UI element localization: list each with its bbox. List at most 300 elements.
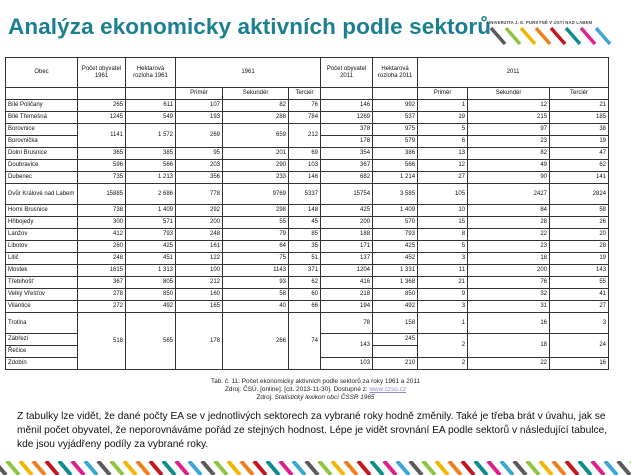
table-cell: 15885 xyxy=(78,184,126,205)
table-cell: 76 xyxy=(289,100,321,112)
table-cell: 23 xyxy=(468,241,550,253)
municipality-name: Dvůr Králové nad Labem xyxy=(6,184,78,205)
table-cell: 412 xyxy=(78,229,126,241)
border-stripe xyxy=(98,461,110,475)
table-cell: 3 xyxy=(418,253,468,265)
table-cell: 596 xyxy=(78,160,126,172)
body-paragraph: Z tabulky lze vidět, že dané počty EA se v jednotlivých sektorech za vybrané roky hodně změnily. Také je třeba brát v úvahu, jak se měnil počet obyvatel, že neporovnáváme pořád ze stejných hodnost. Lépe je vidět srovnání EA podle sektorů v následující tabulce, kde jsou vyjádřeny podíly za vybrané roky. xyxy=(17,411,608,450)
table-cell: 146 xyxy=(289,172,321,184)
table-cell: 371 xyxy=(289,265,321,277)
column-subheader: Sekundér xyxy=(468,88,550,100)
table-cell: 1 214 xyxy=(373,172,418,184)
border-stripe xyxy=(254,461,266,475)
logo-stripe xyxy=(491,28,505,44)
table-cell: 416 xyxy=(321,277,373,289)
table-cell: 49 xyxy=(468,160,550,172)
table-cell: 611 xyxy=(126,100,176,112)
table-cell: 451 xyxy=(126,253,176,265)
table-cell: 66 xyxy=(289,301,321,313)
table-cell: 266 xyxy=(223,313,289,370)
table-cell: 10 xyxy=(418,205,468,217)
border-stripe xyxy=(527,461,539,475)
logo-stripe xyxy=(506,28,520,44)
table-cell: 58 xyxy=(550,205,609,217)
table-cell: 40 xyxy=(223,301,289,313)
border-stripe xyxy=(7,461,19,475)
border-stripe xyxy=(189,461,201,475)
table-cell: 288 xyxy=(223,112,289,124)
table-caption xyxy=(0,378,631,401)
czso-link[interactable]: www.czso.cz xyxy=(369,385,407,393)
border-stripe xyxy=(475,461,487,475)
municipality-name: Dolní Brusnice xyxy=(6,148,78,160)
table-cell: 22 xyxy=(468,229,550,241)
table-cell: 778 xyxy=(176,184,223,205)
table-cell: 518 xyxy=(78,313,126,370)
caption-source-lexikon xyxy=(0,394,631,402)
municipality-name: Trotina xyxy=(6,313,78,334)
table-cell: 32 xyxy=(468,289,550,301)
table-cell: 19 xyxy=(418,112,468,124)
table-cell: 103 xyxy=(321,358,373,370)
table-cell: 571 xyxy=(126,217,176,229)
column-subheader xyxy=(126,88,176,100)
table-cell: 3 585 xyxy=(373,184,418,205)
table-cell: 84 xyxy=(468,205,550,217)
table-cell: 2 686 xyxy=(126,184,176,205)
table-cell: 5337 xyxy=(289,184,321,205)
logo-stripe xyxy=(566,28,580,44)
border-stripe xyxy=(540,461,552,475)
table-cell: 51 xyxy=(289,253,321,265)
table-cell: 566 xyxy=(126,160,176,172)
municipality-name: Zábřezí xyxy=(6,334,78,346)
municipality-name: Bílé Poličany xyxy=(6,100,78,112)
table-cell: 492 xyxy=(126,301,176,313)
table-cell: 74 xyxy=(289,313,321,370)
table-cell: 75 xyxy=(223,253,289,265)
header-row xyxy=(6,58,609,88)
table-cell: 143 xyxy=(321,334,373,358)
border-stripe xyxy=(280,461,292,475)
table-row xyxy=(6,100,609,112)
border-stripe xyxy=(462,461,474,475)
table-cell: 15754 xyxy=(321,184,373,205)
border-stripe xyxy=(332,461,344,475)
table-cell: 784 xyxy=(289,112,321,124)
table-cell: 452 xyxy=(373,253,418,265)
border-stripe xyxy=(46,461,58,475)
border-stripe xyxy=(605,461,617,475)
subheader-row xyxy=(6,88,609,100)
table-cell: 85 xyxy=(289,229,321,241)
table-cell: 1 313 xyxy=(126,265,176,277)
logo-stripe xyxy=(596,28,610,44)
municipality-name: Doubravice xyxy=(6,160,78,172)
table-cell: 212 xyxy=(176,277,223,289)
table-cell: 492 xyxy=(373,301,418,313)
municipality-name: Třebihošť xyxy=(6,277,78,289)
table-cell: 570 xyxy=(373,217,418,229)
table-cell: 47 xyxy=(550,148,609,160)
caption-title: Tab. č. 11: Počet ekonomicky aktivních podle sektorů za roky 1961 a 2011 xyxy=(211,378,420,385)
border-stripe xyxy=(163,461,175,475)
border-stripe xyxy=(345,461,357,475)
column-header: Počet obyvatel 2011 xyxy=(321,58,373,88)
table-cell: 565 xyxy=(126,313,176,370)
table-cell: 18 xyxy=(468,253,550,265)
table-cell: 185 xyxy=(550,112,609,124)
table-cell: 425 xyxy=(321,205,373,217)
municipality-name: Mostek xyxy=(6,265,78,277)
logo-stripe xyxy=(581,28,595,44)
table-cell: 2 xyxy=(418,358,468,370)
table-cell: 16 xyxy=(468,313,550,334)
table-cell: 60 xyxy=(289,289,321,301)
table-cell: 45 xyxy=(289,217,321,229)
table-row xyxy=(6,217,609,229)
table-cell: 1204 xyxy=(321,265,373,277)
table-cell: 15 xyxy=(418,217,468,229)
border-stripe xyxy=(436,461,448,475)
table-cell: 178 xyxy=(176,313,223,370)
column-subheader xyxy=(78,88,126,100)
table-cell: 203 xyxy=(176,160,223,172)
table-cell: 69 xyxy=(289,148,321,160)
table-cell: 265 xyxy=(78,100,126,112)
table-cell: 20 xyxy=(550,229,609,241)
table-cell: 27 xyxy=(550,301,609,313)
table-cell: 11 xyxy=(418,265,468,277)
table-cell: 62 xyxy=(550,160,609,172)
table-row xyxy=(6,253,609,265)
table-row xyxy=(6,241,609,253)
table-cell: 76 xyxy=(468,277,550,289)
border-stripe xyxy=(176,461,188,475)
table-cell xyxy=(373,346,418,358)
table-cell: 260 xyxy=(78,241,126,253)
table-cell: 367 xyxy=(321,160,373,172)
table-cell: 200 xyxy=(321,217,373,229)
table-row xyxy=(6,112,609,124)
economic-activity-table xyxy=(5,57,609,370)
table-cell: 97 xyxy=(468,124,550,136)
municipality-name: Bílé Třemešná xyxy=(6,112,78,124)
table-cell: 161 xyxy=(176,241,223,253)
table-row xyxy=(6,301,609,313)
table-cell: 386 xyxy=(373,148,418,160)
table-cell: 212 xyxy=(289,124,321,148)
table-cell: 105 xyxy=(418,184,468,205)
municipality-name: Vilantice xyxy=(6,301,78,313)
table-cell: 1143 xyxy=(223,265,289,277)
municipality-name: Horní Brusnice xyxy=(6,205,78,217)
table-cell: 28 xyxy=(468,217,550,229)
table-cell: 1 xyxy=(418,313,468,334)
table-cell: 201 xyxy=(223,148,289,160)
municipality-name: Řečice xyxy=(6,346,78,358)
table-cell: 23 xyxy=(468,136,550,148)
logo-stripe xyxy=(551,28,565,44)
table-cell: 13 xyxy=(418,148,468,160)
border-stripe xyxy=(124,461,136,475)
table-cell: 194 xyxy=(321,301,373,313)
source-label: Zdroj: ČSÚ. [online]. [cit. 2013-11-30]. Dostupné z: xyxy=(224,385,370,393)
logo-stripe xyxy=(521,28,535,44)
table-cell: 269 xyxy=(176,124,223,148)
border-stripe xyxy=(241,461,253,475)
table-row xyxy=(6,184,609,205)
table-cell: 793 xyxy=(373,229,418,241)
table-cell: 2 xyxy=(418,334,468,358)
table-cell: 5 xyxy=(418,124,468,136)
municipality-name: Borovnička xyxy=(6,136,78,148)
border-stripe xyxy=(293,461,305,475)
university-logo xyxy=(487,14,631,50)
table-cell: 122 xyxy=(176,253,223,265)
table-cell: 1 409 xyxy=(373,205,418,217)
table-cell: 3 xyxy=(550,313,609,334)
table-cell: 1 368 xyxy=(373,277,418,289)
table-cell: 425 xyxy=(126,241,176,253)
border-stripe xyxy=(150,461,162,475)
table-cell: 248 xyxy=(78,253,126,265)
column-subheader xyxy=(373,88,418,100)
table-cell: 143 xyxy=(550,265,609,277)
municipality-name: Velký Vřešťov xyxy=(6,289,78,301)
column-subheader: Terciér xyxy=(289,88,321,100)
table-cell: 1615 xyxy=(78,265,126,277)
table-cell: 378 xyxy=(321,124,373,136)
table-cell: 82 xyxy=(468,148,550,160)
border-stripe xyxy=(20,461,32,475)
table-cell: 178 xyxy=(321,136,373,148)
table-cell: 24 xyxy=(550,334,609,358)
logo-text: UNIVERZITA J. E. PURKYNĚ V ÚSTÍ NAD LABEM xyxy=(487,20,593,25)
table-cell: 103 xyxy=(289,160,321,172)
table-cell: 354 xyxy=(321,148,373,160)
border-stripe xyxy=(137,461,149,475)
table-cell: 850 xyxy=(126,289,176,301)
table-cell: 356 xyxy=(176,172,223,184)
border-stripe xyxy=(579,461,591,475)
column-header: 1961 xyxy=(176,58,321,88)
border-stripe xyxy=(33,461,45,475)
table-cell: 735 xyxy=(78,172,126,184)
table-cell: 233 xyxy=(223,172,289,184)
table-cell: 659 xyxy=(223,124,289,148)
table-cell: 93 xyxy=(223,277,289,289)
border-stripe xyxy=(449,461,461,475)
border-stripe xyxy=(215,461,227,475)
table-row xyxy=(6,124,609,136)
table-cell: 992 xyxy=(373,100,418,112)
table-row xyxy=(6,172,609,184)
table-cell: 90 xyxy=(468,172,550,184)
border-stripe xyxy=(202,461,214,475)
table-cell: 8 xyxy=(418,229,468,241)
border-stripe xyxy=(371,461,383,475)
border-stripe xyxy=(410,461,422,475)
table-cell: 64 xyxy=(223,241,289,253)
table-cell: 537 xyxy=(373,112,418,124)
table-row xyxy=(6,289,609,301)
table-cell: 215 xyxy=(468,112,550,124)
table-cell: 272 xyxy=(78,301,126,313)
table-cell: 218 xyxy=(321,289,373,301)
table-cell: 78 xyxy=(321,313,373,334)
table-cell: 55 xyxy=(223,217,289,229)
border-stripe xyxy=(72,461,84,475)
table-cell: 2427 xyxy=(468,184,550,205)
table-cell: 31 xyxy=(468,301,550,313)
border-stripe xyxy=(553,461,565,475)
border-stripe xyxy=(423,461,435,475)
border-stripe xyxy=(514,461,526,475)
table-cell: 425 xyxy=(373,241,418,253)
table-cell: 79 xyxy=(223,229,289,241)
column-subheader xyxy=(6,88,78,100)
table-row xyxy=(6,148,609,160)
border-stripe xyxy=(566,461,578,475)
table-cell: 793 xyxy=(126,229,176,241)
table-cell: 3 xyxy=(418,301,468,313)
table-cell: 21 xyxy=(418,277,468,289)
table-cell: 738 xyxy=(78,205,126,217)
border-stripe xyxy=(358,461,370,475)
caption-source-czso xyxy=(0,386,631,394)
table-cell: 300 xyxy=(78,217,126,229)
table-cell: 165 xyxy=(176,301,223,313)
table-cell: 248 xyxy=(176,229,223,241)
table-cell: 245 xyxy=(373,334,418,346)
municipality-name: Litič xyxy=(6,253,78,265)
border-stripe xyxy=(618,461,630,475)
column-subheader xyxy=(321,88,373,100)
table-cell: 1 572 xyxy=(126,124,176,148)
table-cell: 28 xyxy=(550,241,609,253)
table-cell: 19 xyxy=(550,136,609,148)
table-cell: 1 409 xyxy=(126,205,176,217)
border-stripe xyxy=(306,461,318,475)
table-cell: 2824 xyxy=(550,184,609,205)
border-stripe xyxy=(228,461,240,475)
table-row xyxy=(6,229,609,241)
table-cell: 805 xyxy=(126,277,176,289)
municipality-name: Dubenec xyxy=(6,172,78,184)
table-cell: 385 xyxy=(126,148,176,160)
column-header: Obec xyxy=(6,58,78,88)
border-stripe xyxy=(267,461,279,475)
table-cell: 367 xyxy=(78,277,126,289)
border-stripe xyxy=(85,461,97,475)
table-cell: 1 xyxy=(418,100,468,112)
column-subheader: Primér xyxy=(176,88,223,100)
table-cell: 278 xyxy=(78,289,126,301)
column-header: Hektarová rozloha 2011 xyxy=(373,58,418,88)
municipality-name: Lanžov xyxy=(6,229,78,241)
border-stripe xyxy=(59,461,71,475)
table-cell: 158 xyxy=(373,313,418,334)
border-stripe xyxy=(111,461,123,475)
table-cell: 290 xyxy=(223,160,289,172)
border-stripe xyxy=(0,461,6,475)
table-cell: 975 xyxy=(373,124,418,136)
table-cell: 579 xyxy=(373,136,418,148)
table-row xyxy=(6,277,609,289)
column-subheader: Sekundér xyxy=(223,88,289,100)
table-cell: 298 xyxy=(223,205,289,217)
table-cell: 35 xyxy=(289,241,321,253)
table-cell: 12 xyxy=(418,160,468,172)
table-cell: 160 xyxy=(176,289,223,301)
table-cell: 12 xyxy=(468,100,550,112)
table-cell: 107 xyxy=(176,100,223,112)
table-cell: 171 xyxy=(321,241,373,253)
table-cell: 549 xyxy=(126,112,176,124)
table-row xyxy=(6,160,609,172)
border-stripe xyxy=(319,461,331,475)
table-cell: 19 xyxy=(550,253,609,265)
slide-title: Analýza ekonomicky aktivních podle sektorů xyxy=(8,14,492,39)
table-cell: 146 xyxy=(321,100,373,112)
column-header: 2011 xyxy=(418,58,609,88)
table-cell: 193 xyxy=(176,112,223,124)
table-cell: 1 213 xyxy=(126,172,176,184)
municipality-name: Hřibojedy xyxy=(6,217,78,229)
table-row xyxy=(6,265,609,277)
table-cell: 41 xyxy=(550,289,609,301)
column-header: Hektarová rozloha 1961 xyxy=(126,58,176,88)
table-cell: 95 xyxy=(176,148,223,160)
table-cell: 82 xyxy=(223,100,289,112)
column-subheader: Terciér xyxy=(550,88,609,100)
table-cell: 1141 xyxy=(78,124,126,148)
table-cell: 100 xyxy=(176,265,223,277)
table-cell: 682 xyxy=(321,172,373,184)
table-cell: 58 xyxy=(223,289,289,301)
column-subheader: Primér xyxy=(418,88,468,100)
source-label: Zdroj: xyxy=(256,393,275,401)
table-cell: 18 xyxy=(468,334,550,358)
table-cell: 62 xyxy=(289,277,321,289)
table-cell: 6 xyxy=(418,136,468,148)
table-cell: 850 xyxy=(373,289,418,301)
table-cell: 365 xyxy=(78,148,126,160)
table-row xyxy=(6,313,609,334)
table-cell: 1269 xyxy=(321,112,373,124)
border-stripe xyxy=(488,461,500,475)
municipality-name: Borovnice xyxy=(6,124,78,136)
table-cell: 22 xyxy=(468,358,550,370)
table-cell: 292 xyxy=(176,205,223,217)
table-cell: 141 xyxy=(550,172,609,184)
border-stripe xyxy=(397,461,409,475)
border-stripe xyxy=(501,461,513,475)
logo-stripe xyxy=(536,28,550,44)
table-cell: 137 xyxy=(321,253,373,265)
source-title: Statistický lexikon obcí ČSSR 1965 xyxy=(274,393,375,401)
municipality-name: Libotov xyxy=(6,241,78,253)
table-row xyxy=(6,205,609,217)
table-cell: 1 331 xyxy=(373,265,418,277)
table-cell: 9 xyxy=(418,289,468,301)
table-cell: 27 xyxy=(418,172,468,184)
table-cell: 26 xyxy=(550,217,609,229)
table-cell: 21 xyxy=(550,100,609,112)
table-cell: 210 xyxy=(373,358,418,370)
border-stripe xyxy=(384,461,396,475)
